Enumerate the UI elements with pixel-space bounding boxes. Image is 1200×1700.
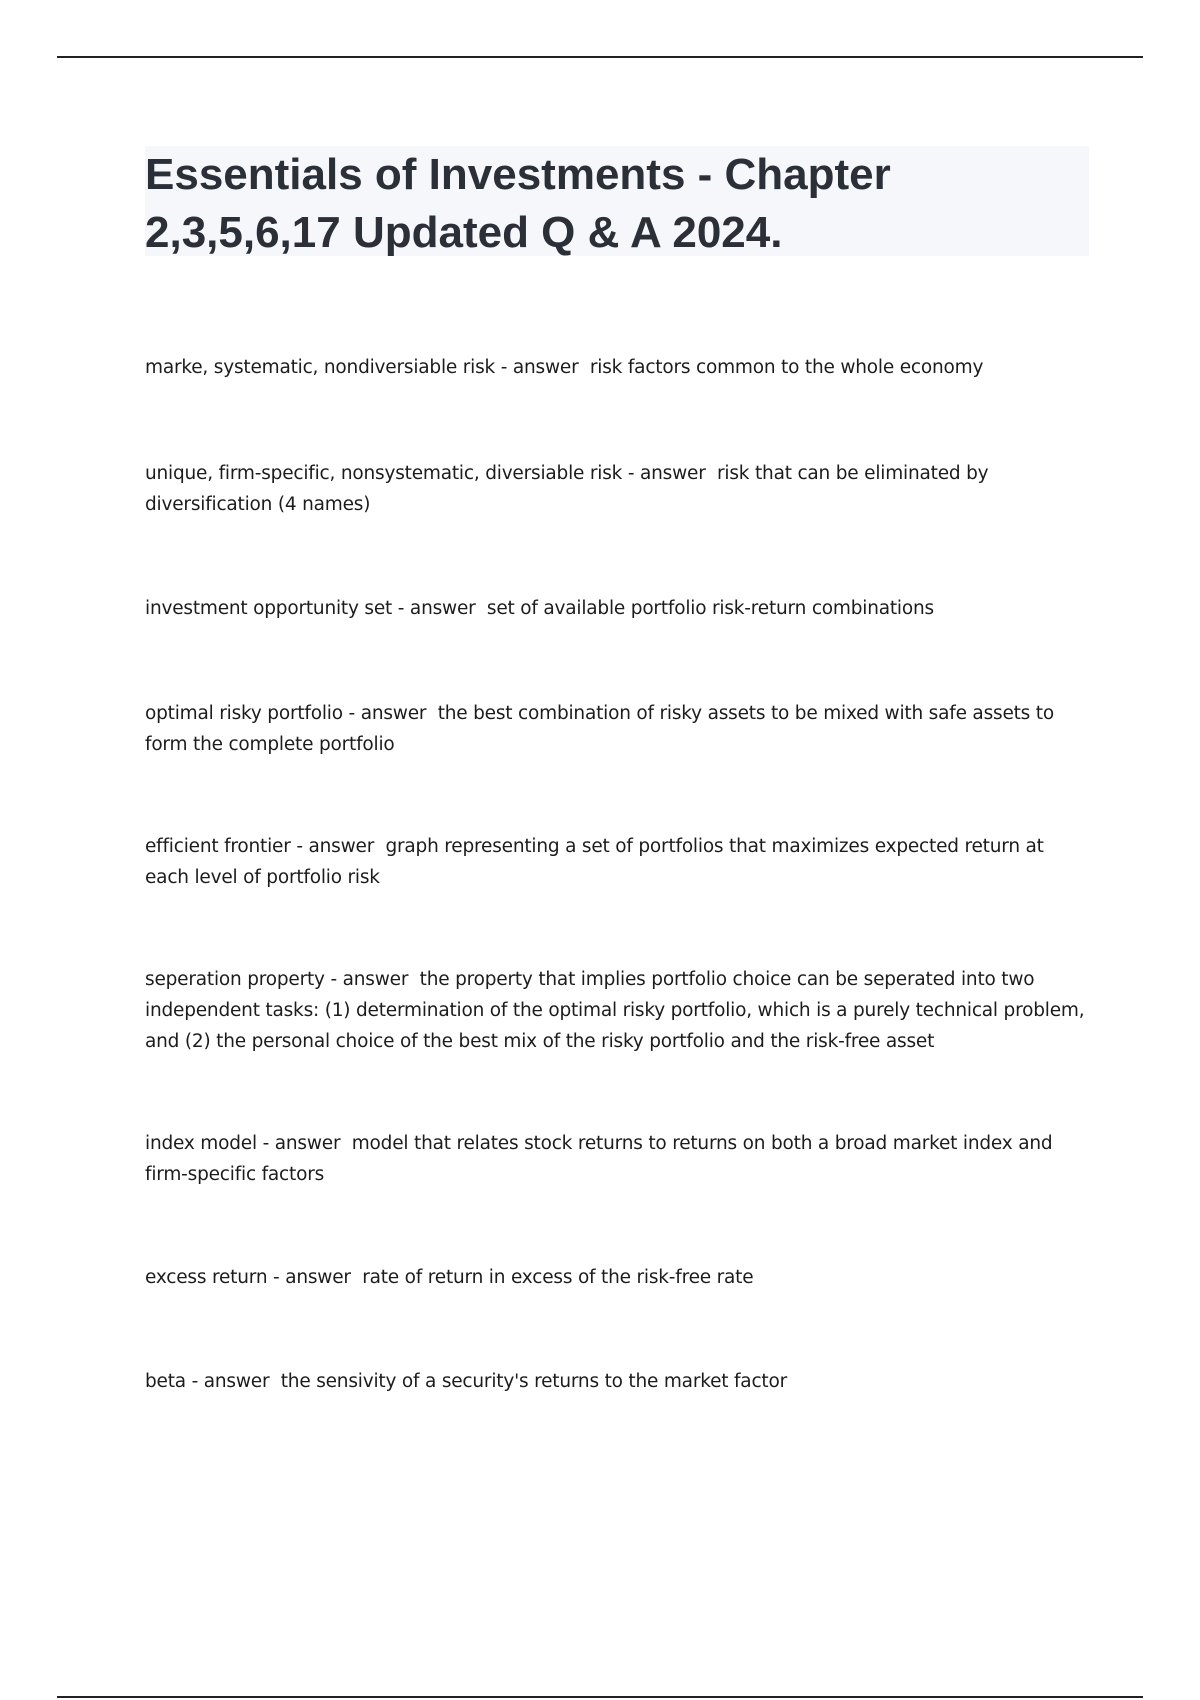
title-block — [145, 146, 1089, 256]
qa-separator: - answer — [392, 598, 487, 619]
qa-item-8 — [145, 1262, 1085, 1293]
qa-item-7 — [145, 1128, 1085, 1190]
qa-item-6 — [145, 964, 1085, 1057]
qa-answer: the best combination of risky assets to be mixed with safe assets to form the complete portfolio — [145, 703, 1054, 755]
qa-separator: - answer — [185, 1371, 281, 1392]
qa-term: beta — [145, 1371, 186, 1392]
qa-separator: - answer — [256, 1133, 352, 1154]
qa-answer: risk that can be eliminated by diversification (4 names) — [145, 463, 989, 515]
qa-separator: - answer — [495, 357, 590, 378]
header-rule — [57, 56, 1143, 58]
qa-separator: - answer — [622, 463, 718, 484]
qa-item-5 — [145, 831, 1085, 893]
footer-rule — [57, 1696, 1143, 1698]
qa-separator: - answer — [324, 969, 420, 990]
qa-term: efficient frontier — [145, 836, 291, 857]
qa-answer: model that relates stock returns to returns on both a broad market index and firm-specific factors — [145, 1133, 1053, 1185]
qa-item-2 — [145, 458, 1085, 520]
qa-term: seperation property — [145, 969, 325, 990]
qa-term: index model — [145, 1133, 257, 1154]
qa-item-1 — [145, 352, 1085, 383]
qa-answer: the property that implies portfolio choice can be seperated into two independent tasks: (1) determination of the optimal risky portfolio, which is a purely technical problem, and (2) the personal choice of the best mix of the risky portfolio and the risk-free asset — [145, 969, 1085, 1052]
qa-separator: - answer — [267, 1267, 363, 1288]
qa-answer: rate of return in excess of the risk-free rate — [362, 1267, 754, 1288]
qa-term: investment opportunity set — [145, 598, 393, 619]
qa-item-9 — [145, 1366, 1085, 1397]
qa-answer: set of available portfolio risk-return combinations — [486, 598, 934, 619]
qa-answer: risk factors common to the whole economy — [589, 357, 984, 378]
qa-term: optimal risky portfolio — [145, 703, 343, 724]
page-title: Essentials of Investments - Chapter 2,3,5,6,17 Updated Q & A 2024. — [145, 150, 891, 257]
qa-term: excess return — [145, 1267, 268, 1288]
qa-answer: graph representing a set of portfolios that maximizes expected return at each level of portfolio risk — [145, 836, 1044, 888]
qa-answer: the sensivity of a security's returns to the market factor — [280, 1371, 787, 1392]
qa-item-3 — [145, 593, 1085, 624]
qa-item-4 — [145, 698, 1085, 760]
qa-separator: - answer — [290, 836, 386, 857]
qa-term: marke, systematic, nondiversiable risk — [145, 357, 496, 378]
qa-term: unique, firm-specific, nonsystematic, diversiable risk — [145, 463, 623, 484]
qa-separator: - answer — [342, 703, 438, 724]
